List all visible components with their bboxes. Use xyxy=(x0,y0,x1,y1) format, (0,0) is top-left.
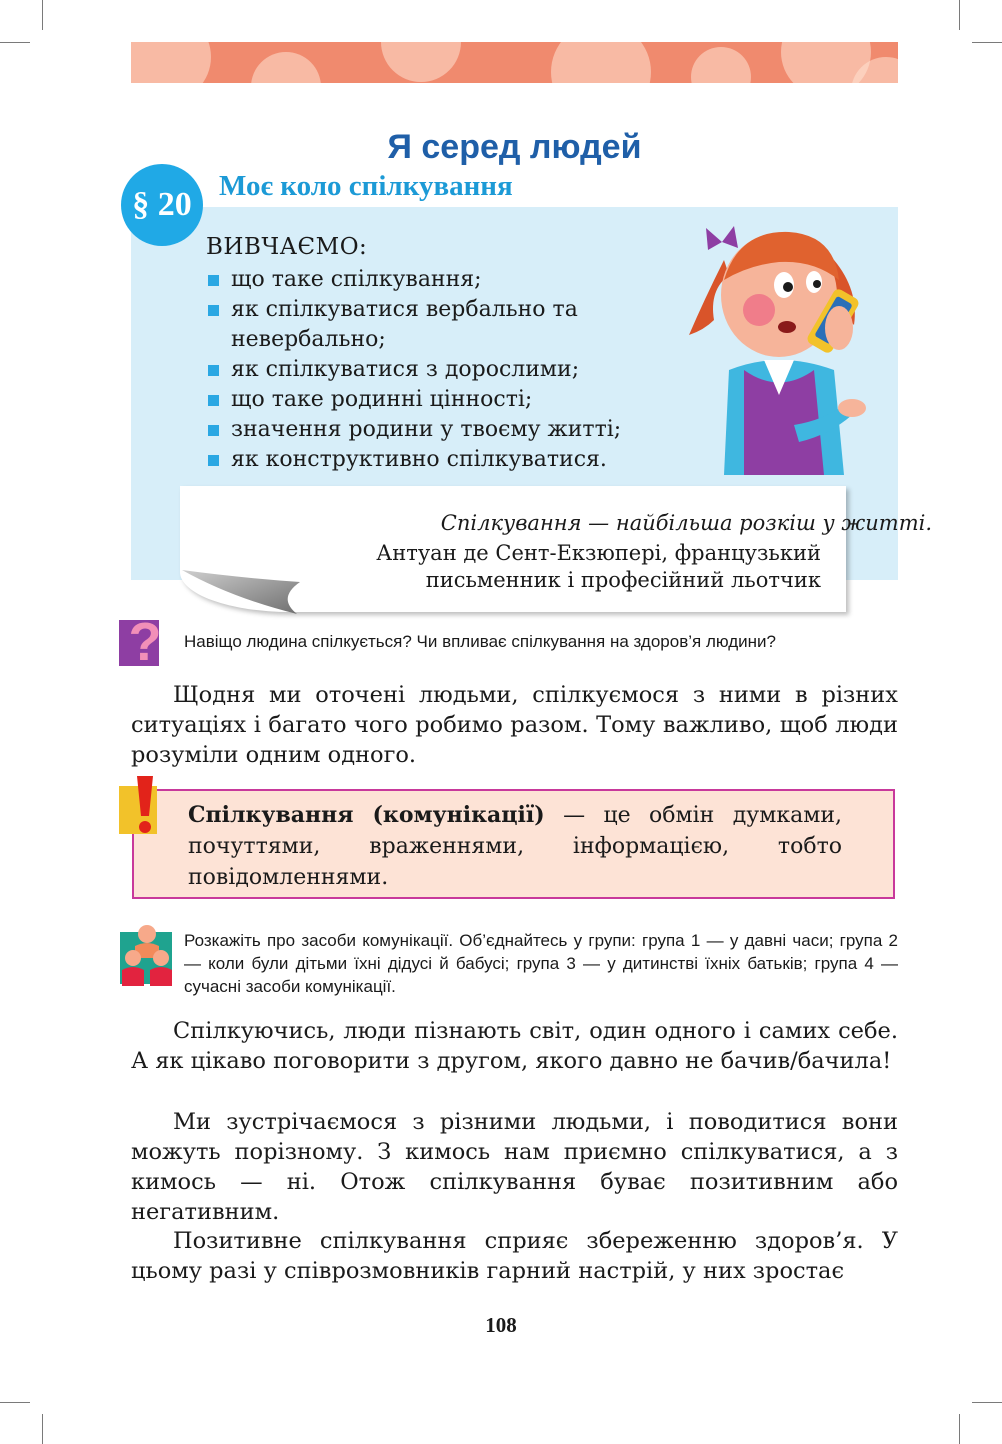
svg-text:?: ? xyxy=(128,614,162,668)
bullet-square-icon xyxy=(208,365,219,376)
body-paragraph: Спілкуючись, люди пізнають світ, один одного і самих себе. А як цікаво поговорити з другом, якого давно не бачив/бачила! xyxy=(131,1018,898,1074)
body-paragraph: Щодня ми оточені людьми, спілкуємося з ними в різних ситуаціях і багато чого робимо разом. Тому важливо, щоб люди розуміли одним одного. xyxy=(131,682,898,768)
definition-term: Спілкування (комунікації) xyxy=(188,802,545,828)
list-item: як спілкуватися з дорослими; xyxy=(208,355,678,385)
crop-mark xyxy=(959,1414,960,1444)
bullet-square-icon xyxy=(208,395,219,406)
page-number: 108 xyxy=(485,1313,517,1337)
list-item: значення родини у твоєму житті; xyxy=(208,415,678,445)
bullet-square-icon xyxy=(208,305,219,316)
list-item: що таке родинні цінності; xyxy=(208,385,678,415)
crop-mark xyxy=(42,0,43,30)
section-title: Я серед людей xyxy=(387,128,642,166)
crop-mark xyxy=(972,1402,1002,1403)
bullet-square-icon xyxy=(208,455,219,466)
page-curl-decoration xyxy=(182,568,302,616)
bullet-square-icon xyxy=(208,275,219,286)
list-item: як спілкуватися вербально та невербально; xyxy=(208,295,678,355)
list-item: що таке спілкування; xyxy=(208,265,678,295)
crop-mark xyxy=(959,0,960,30)
question-mark-icon xyxy=(119,614,171,668)
crop-mark xyxy=(972,42,1002,43)
crop-mark xyxy=(0,1402,30,1403)
body-paragraph: Ми зустрічаємося з різними людьми, і поводитися вони можуть порізному. З кимось нам приємно спілкуватися, а з кимось — ні. Отож спілкування буває позитивним або негативним. xyxy=(131,1109,898,1225)
quote-text: Спілкування — найбільша розкіш у житті. xyxy=(440,511,932,535)
list-item: як конструктивно спілкуватися. xyxy=(208,445,678,475)
definition-text xyxy=(188,800,842,893)
girl-on-phone-illustration xyxy=(684,220,874,475)
study-heading: ВИВЧАЄМО: xyxy=(206,234,368,260)
quote-author: Антуан де Сент-Екзюпері, французький письменник і професійний льотчик xyxy=(376,541,821,592)
group-work-icon xyxy=(120,924,175,986)
crop-mark xyxy=(42,1414,43,1444)
group-task-text: Розкажіть про засоби комунікації. Об’єднайтесь у групи: група 1 — у давні часи; група 2 — коли були дітьми їхні дідусі й бабусі; група 3 — у дитинстві їхніх батьків; група 4 — сучасні засоби комунікації. xyxy=(184,931,898,996)
bullet-square-icon xyxy=(208,425,219,436)
lesson-title: Моє коло спілкування xyxy=(219,170,513,202)
exclamation-icon xyxy=(119,776,171,836)
crop-mark xyxy=(0,42,30,43)
definition-rest: — це обмін думками, почуттями, враженнями, інформацією, тобто повідомленнями. xyxy=(188,803,842,890)
paragraph-badge: § 20 xyxy=(121,164,203,246)
body-paragraph: Позитивне спілкування сприяє збереженню здоров’я. У цьому разі у співрозмовників гарний настрій, у них зростає xyxy=(131,1228,898,1284)
header-band xyxy=(131,42,898,83)
study-list xyxy=(208,265,678,475)
question-text: Навіщо людина спілкується? Чи впливає спілкування на здоров’я людини? xyxy=(184,632,777,651)
